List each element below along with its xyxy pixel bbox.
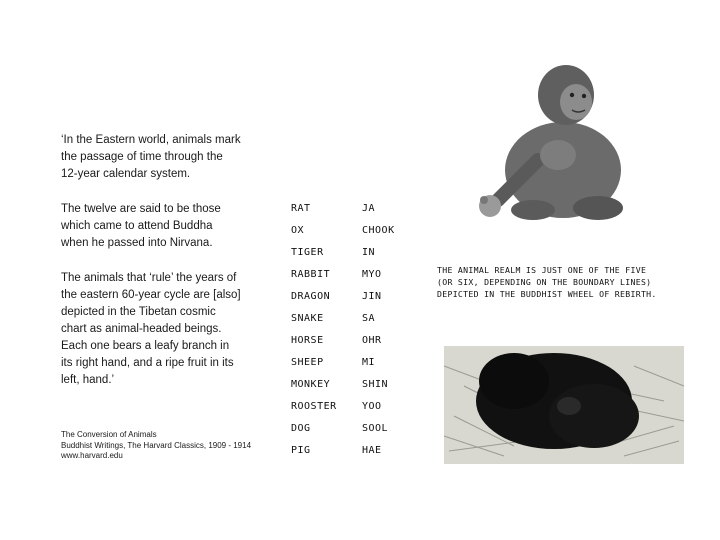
quote-paragraph-3: The animals that ‘rule’ the years of the eastern 60-year cycle are [also] depicted in the Tibetan cosmic chart as animal-headed beings. Each one bears a leafy branch in its right hand, and a ripe fruit in its left, hand.’ (61, 272, 241, 386)
zodiac-row (291, 267, 431, 289)
animal-realm-caption (437, 264, 697, 300)
monkey-painting (468, 60, 638, 225)
zodiac-animal: HORSE (291, 335, 324, 346)
zodiac-row (291, 201, 431, 223)
caption-line-1: THE ANIMAL REALM IS JUST ONE OF THE FIVE (437, 265, 647, 275)
zodiac-animal: RAT (291, 203, 311, 214)
zodiac-row (291, 223, 431, 245)
zodiac-animal: MONKEY (291, 379, 331, 390)
zodiac-row (291, 377, 431, 399)
quote-paragraph-2: The twelve are said to be those which came to attend Buddha when he passed into Nirvana. (61, 203, 221, 249)
zodiac-chinese-name: SHIN (362, 379, 389, 390)
zodiac-animal: TIGER (291, 247, 324, 258)
zodiac-chinese-name: SOOL (362, 423, 389, 434)
zodiac-chinese-name: SA (362, 313, 376, 324)
zodiac-row (291, 443, 431, 465)
zodiac-animal: PIG (291, 445, 311, 456)
zodiac-chinese-name: CHOOK (362, 225, 395, 236)
zodiac-row (291, 421, 431, 443)
zodiac-chinese-name: IN (362, 247, 376, 258)
source-url: www.harvard.edu (61, 451, 123, 460)
zodiac-row (291, 311, 431, 333)
zodiac-row (291, 355, 431, 377)
zodiac-animal: OX (291, 225, 305, 236)
source-citation (61, 430, 261, 462)
zodiac-chinese-name: MI (362, 357, 376, 368)
zodiac-chinese-name: JA (362, 203, 376, 214)
quote-paragraph-1: ‘In the Eastern world, animals mark the passage of time through the 12-year calendar system. (61, 134, 241, 180)
zodiac-list (291, 201, 431, 465)
quote-block (61, 132, 241, 407)
caption-line-3: DEPICTED IN THE BUDDHIST WHEEL OF REBIRTH. (437, 289, 657, 299)
zodiac-row (291, 399, 431, 421)
dog-photo (444, 346, 684, 464)
zodiac-chinese-name: JIN (362, 291, 382, 302)
zodiac-animal: RABBIT (291, 269, 331, 280)
zodiac-animal: SHEEP (291, 357, 324, 368)
source-title: The Conversion of Animals (61, 430, 157, 439)
source-publication: Buddhist Writings, The Harvard Classics, 1909 - 1914 (61, 440, 252, 450)
zodiac-row (291, 289, 431, 311)
zodiac-animal: SNAKE (291, 313, 324, 324)
zodiac-row (291, 333, 431, 355)
zodiac-chinese-name: HAE (362, 445, 382, 456)
zodiac-animal: DOG (291, 423, 311, 434)
caption-line-2: (OR SIX, DEPENDING ON THE BOUNDARY LINES) (437, 277, 652, 287)
zodiac-chinese-name: OHR (362, 335, 382, 346)
zodiac-chinese-name: YOO (362, 401, 382, 412)
zodiac-chinese-name: MYO (362, 269, 382, 280)
zodiac-row (291, 245, 431, 267)
zodiac-animal: ROOSTER (291, 401, 337, 412)
zodiac-animal: DRAGON (291, 291, 331, 302)
